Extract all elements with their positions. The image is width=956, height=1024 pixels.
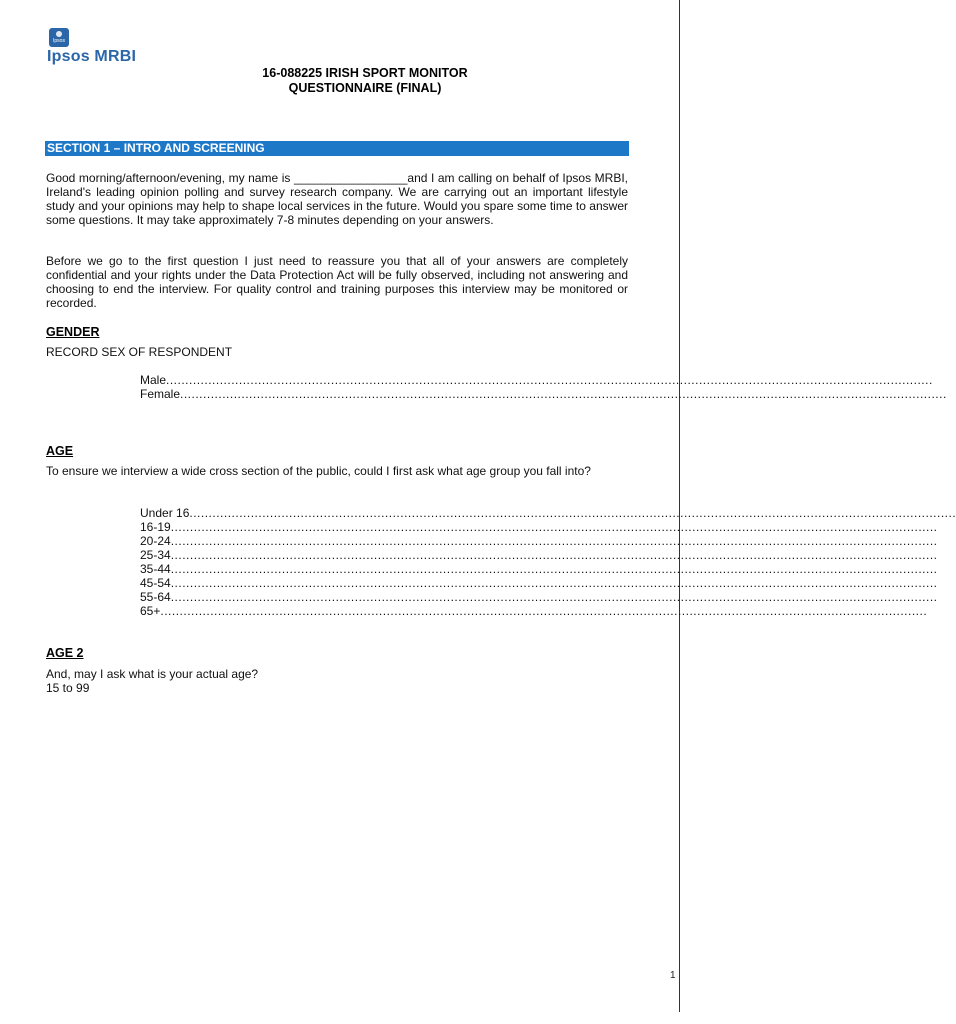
age2-heading: AGE 2 [46,646,84,660]
section-header: SECTION 1 – INTRO AND SCREENING [45,141,629,156]
option-row [140,373,933,387]
dot-leader: ........................................................................................................................................................................................................ [170,534,938,548]
page-number: 1 [670,970,676,981]
option-label: 25-34 [140,548,171,562]
dot-leader: ........................................................................................................................................................................................................ [189,506,956,520]
option-label: 35-44 [140,562,171,576]
age-question: To ensure we interview a wide cross section of the public, could I first ask what age group you fall into? [46,464,591,478]
intro-paragraph-1: Good morning/afternoon/evening, my name is _________________and I am calling on behalf of Ipsos MRBI, Ireland's leading opinion polling and survey research company. We are carrying out an important lifestyle study and your opinions may help to shape local services in the future. Would you spare some time to answer some questions. It may take approximately 7-8 minutes depending on your answers. [46,171,628,227]
age-options [140,506,956,618]
dot-leader: ........................................................................................................................................................................................................ [180,387,947,401]
option-row [140,520,938,534]
age-heading: AGE [46,444,74,458]
dot-leader: ........................................................................................................................................................................................................ [170,548,938,562]
option-row [140,506,956,520]
gender-instruction: RECORD SEX OF RESPONDENT [46,345,233,359]
option-row [140,534,938,548]
option-label: Male [140,373,167,387]
intro-paragraph-2: Before we go to the first question I just need to reassure you that all of your answers are completely confidential and your rights under the Data Protection Act will be fully observed, including not answering and choosing to end the interview. For quality control and training purposes this interview may be monitored or recorded. [46,254,628,310]
dot-leader: ........................................................................................................................................................................................................ [166,373,933,387]
ipsos-logo-icon: Ipsos [49,28,69,47]
option-label: 16-19 [140,520,171,534]
option-row [140,576,938,590]
option-row [140,604,928,618]
logo-text: Ipsos MRBI [47,48,137,65]
dot-leader: ........................................................................................................................................................................................................ [170,562,938,576]
option-label: Female [140,387,181,401]
age2-question: And, may I ask what is your actual age? [46,667,259,681]
option-row [140,387,947,401]
option-label: 55-64 [140,590,171,604]
option-label: Under 16 [140,506,190,520]
dot-leader: ........................................................................................................................................................................................................ [170,520,938,534]
gender-options [140,373,947,401]
option-row [140,562,938,576]
age2-range: 15 to 99 [46,681,90,695]
dot-leader: ........................................................................................................................................................................................................ [170,590,938,604]
dot-leader: ........................................................................................................................................................................................................ [160,604,928,618]
option-row [140,590,938,604]
option-label: 20-24 [140,534,171,548]
dot-leader: ........................................................................................................................................................................................................ [170,576,938,590]
document-subtitle: QUESTIONNAIRE (FINAL) [288,81,442,95]
document-title: 16-088225 IRISH SPORT MONITOR [262,66,468,80]
gender-heading: GENDER [46,325,100,339]
option-label: 45-54 [140,576,171,590]
option-row [140,548,938,562]
option-label: 65+ [140,604,161,618]
